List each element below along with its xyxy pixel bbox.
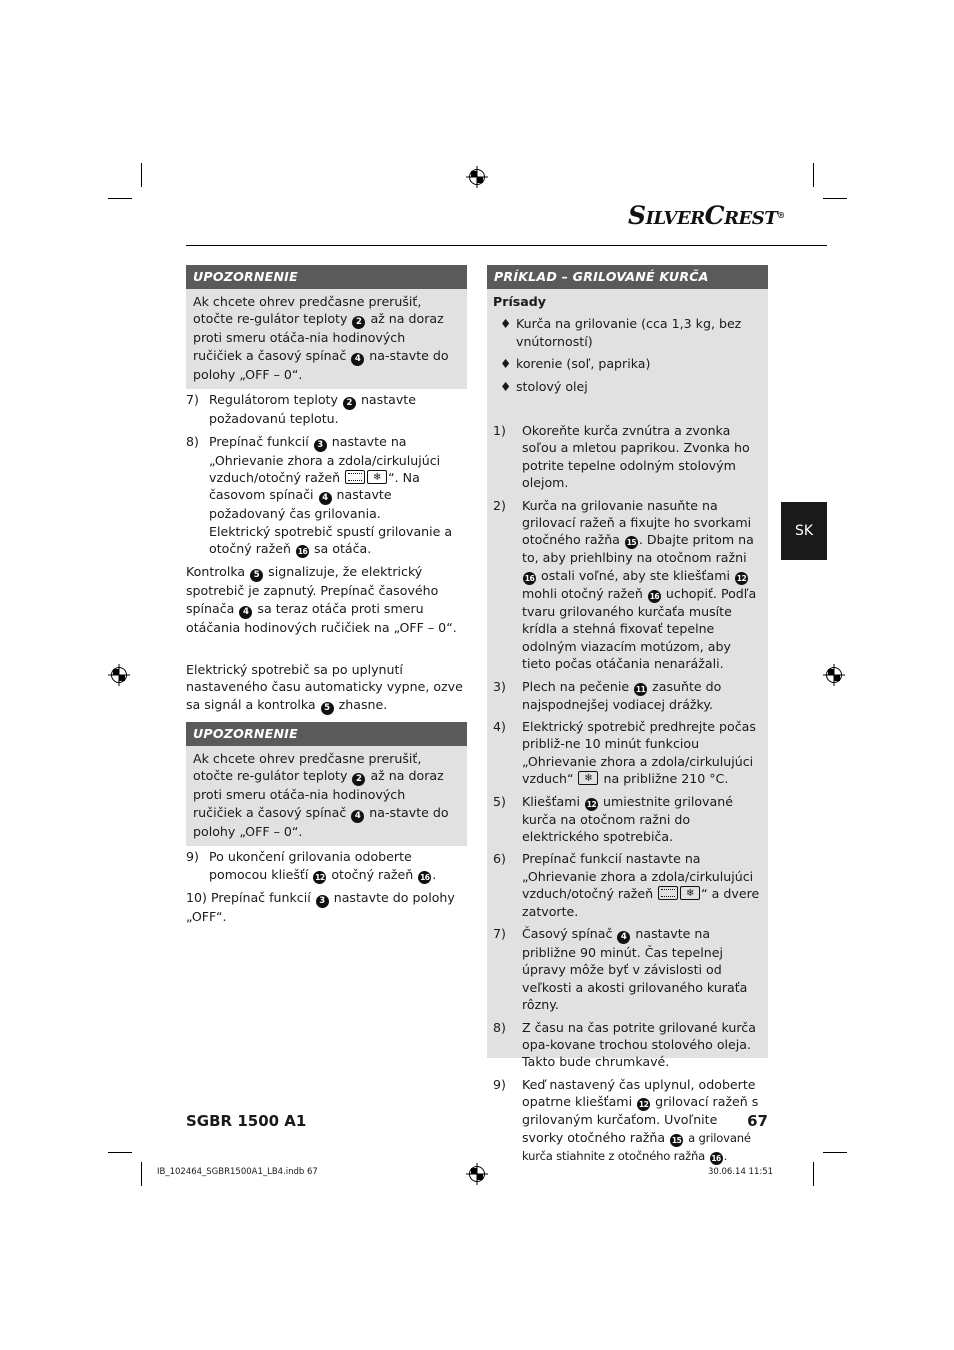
warning-box — [186, 265, 467, 389]
registration-mark-icon — [469, 169, 485, 185]
step-item: 8) Z času na čas potrite grilované kurča opa-kovane trochou stolového oleja. Takto bude chrumkavé. — [493, 1019, 756, 1070]
step-item: 7) Časový spínač 4 nastavte na približne 90 minút. Čas tepelnej úpravy môže byť v závislosti od veľkosti a akosti grilovaného kuraťa rôzny. — [493, 925, 748, 1013]
step-item: 1) Okoreňte kurča zvnútra a zvonka soľou a mletou paprikou. Zvonka ho potrite tepelne odolným stolovým olejom. — [493, 423, 750, 491]
ref-number: 16 — [649, 591, 660, 601]
model-number: SGBR 1500 A1 — [186, 1112, 307, 1130]
ref-number: 5 — [250, 569, 263, 582]
header-rule — [186, 245, 827, 246]
warning-title: UPOZORNENIE — [186, 265, 467, 289]
ref-number: 12 — [315, 872, 325, 882]
crop-mark — [141, 163, 142, 187]
date-slug: 30.06.14 11:51 — [708, 1167, 774, 1177]
ref-number: 16 — [711, 1154, 721, 1164]
page-number: 67 — [747, 1112, 768, 1130]
ref-number: 12 — [586, 799, 597, 809]
file-slug: IB_102464_SGBR1500A1_LB4.indb 67 — [157, 1167, 318, 1177]
ref-number: 12 — [736, 573, 747, 583]
ref-number: 2 — [352, 773, 365, 786]
example-body — [487, 289, 768, 1171]
step-item: 2) Kurča na grilovanie nasuňte na grilovací ražeň a fixujte ho svorkami otočného ražňa 15 . Dbajte pritom na to, aby priehlbiny na otočnom ražni 16 ostali voľné, aby ste kliešťami 12 mohli otočný ražeň 16 uchopiť. Podľa tvaru grilovaného kurčaťa musíte krídla a stehná fixovať tepelne odolným viazacím motúzom, aby tieto počas otáčania nenarážali. — [493, 497, 757, 672]
ref-number: 12 — [638, 1100, 649, 1110]
ref-number: 3 — [316, 895, 329, 908]
ingredient-item: ♦ Kurča na grilovanie (cca 1,3 kg, bez vnútorností) — [500, 316, 742, 349]
ref-number: 5 — [321, 702, 334, 715]
step-item: 4) Elektrický spotrebič predhrejte počas približ-ne 10 minút funkciou „Ohrievanie zhora a zdola/cirkulujúci vzduch“ ❄ na približne 210 °C. — [493, 718, 762, 788]
example-title: PRÍKLAD – GRILOVANÉ KURČA — [487, 265, 768, 289]
step-item: 6) Prepínač funkcií nastavte na „Ohrievanie zhora a zdola/cirkulujúci vzduch/otočný ražeň ❄ “ a dvere zatvorte. — [493, 850, 762, 920]
top-bottom-heat-icon — [345, 470, 365, 484]
ref-number: 4 — [351, 353, 364, 366]
ref-number: 4 — [351, 810, 364, 823]
step-item: 7) Regulátorom teploty 2 nastavte požadovanú teplotu. — [186, 392, 416, 427]
crop-mark — [108, 198, 132, 199]
rotisserie-fan-icon — [680, 886, 700, 900]
crop-mark — [141, 1162, 142, 1186]
rotisserie-fan-icon — [367, 470, 387, 484]
warning-box — [186, 722, 467, 846]
ingredients-title: Prísady — [493, 294, 546, 309]
ingredient-item: ♦ korenie (soľ, paprika) — [500, 356, 651, 372]
step-item: 8) Prepínač funkcií 3 nastavte na „Ohrievanie zhora a zdola/cirkulujúci vzduch/otočný ražeň ❄ “. Na časovom spínači 4 nastavte požadovaný čas grilovania. Elektrický spotrebič spustí grilovanie a otočný ražeň 16 sa otáča. — [186, 433, 467, 559]
step-item: 9) Po ukončení grilovania odoberte pomocou kliešťí 12 otočný ražeň 16 . — [186, 849, 437, 882]
ref-number: 16 — [524, 573, 535, 583]
ref-number: 4 — [617, 931, 630, 944]
step-item: 5) Kliešťami 12 umiestnite grilované kurča na otočnom ražni do elektrického spotrebiča. — [493, 793, 733, 844]
paragraph: Kontrolka 5 signalizuje, že elektrický spotrebič je zapnutý. Prepínač časového spínača 4 sa teraz otáča proti smeru otáčania hodinových ručičiek na „OFF – 0“. — [186, 564, 457, 635]
ref-number: 15 — [626, 538, 637, 548]
paragraph: Elektrický spotrebič sa po uplynutí nastaveného času automaticky vypne, ozve sa signál a kontrolka 5 zhasne. — [186, 662, 463, 713]
step-item: 3) Plech na pečenie 11 zasuňte do najspodnejšej vodiacej drážky. — [493, 678, 722, 712]
registration-mark-icon — [826, 667, 842, 683]
step-item: 10) Prepínač funkcií 3 nastavte do polohy „OFF“. — [186, 889, 455, 924]
crop-mark — [823, 198, 847, 199]
ref-number: 16 — [420, 872, 430, 882]
warning-title: UPOZORNENIE — [186, 722, 467, 746]
ref-number: 11 — [635, 684, 646, 694]
ref-number: 2 — [343, 397, 356, 410]
ref-number: 4 — [319, 492, 332, 505]
ref-number: 15 — [671, 1135, 682, 1145]
language-tab: SK — [781, 502, 827, 560]
warning-text: Ak chcete ohrev predčasne prerušiť, otočte re-gulátor teploty 2 až na doraz proti smeru otáča-nia hodinových ručičiek a časový spínač 4 na-stavte do polohy „OFF – 0“. — [193, 750, 449, 839]
ref-number: 2 — [352, 316, 365, 329]
ref-number: 16 — [297, 547, 308, 557]
warning-text: Ak chcete ohrev predčasne prerušiť, otočte re-gulátor teploty 2 až na doraz proti smeru otáča-nia hodinových ručičiek a časový spínač 4 na-stavte do polohy „OFF – 0“. — [193, 294, 449, 382]
left-column — [186, 265, 467, 925]
top-bottom-fan-icon — [578, 771, 598, 785]
brand-logo: SILVERCREST® — [628, 201, 785, 230]
registration-mark-icon — [469, 1166, 485, 1182]
crop-mark — [823, 1152, 847, 1153]
crop-mark — [108, 1152, 132, 1153]
ref-number: 3 — [314, 439, 327, 452]
step-item: 9) Keď nastavený čas uplynul, odoberte opatrne kliešťami 12 grilovací ražeň s grilovaným kurčaťom. Uvoľnite svorky otočného ražňa 15 a grilované kurča stiahnite z otočného ražňa 16 . — [493, 1076, 759, 1164]
ingredient-item: ♦ stolový olej — [500, 378, 588, 394]
crop-mark — [813, 163, 814, 187]
crop-mark — [813, 1162, 814, 1186]
registration-mark-icon — [111, 667, 127, 683]
top-bottom-heat-icon — [658, 886, 678, 900]
ref-number: 4 — [239, 606, 252, 619]
